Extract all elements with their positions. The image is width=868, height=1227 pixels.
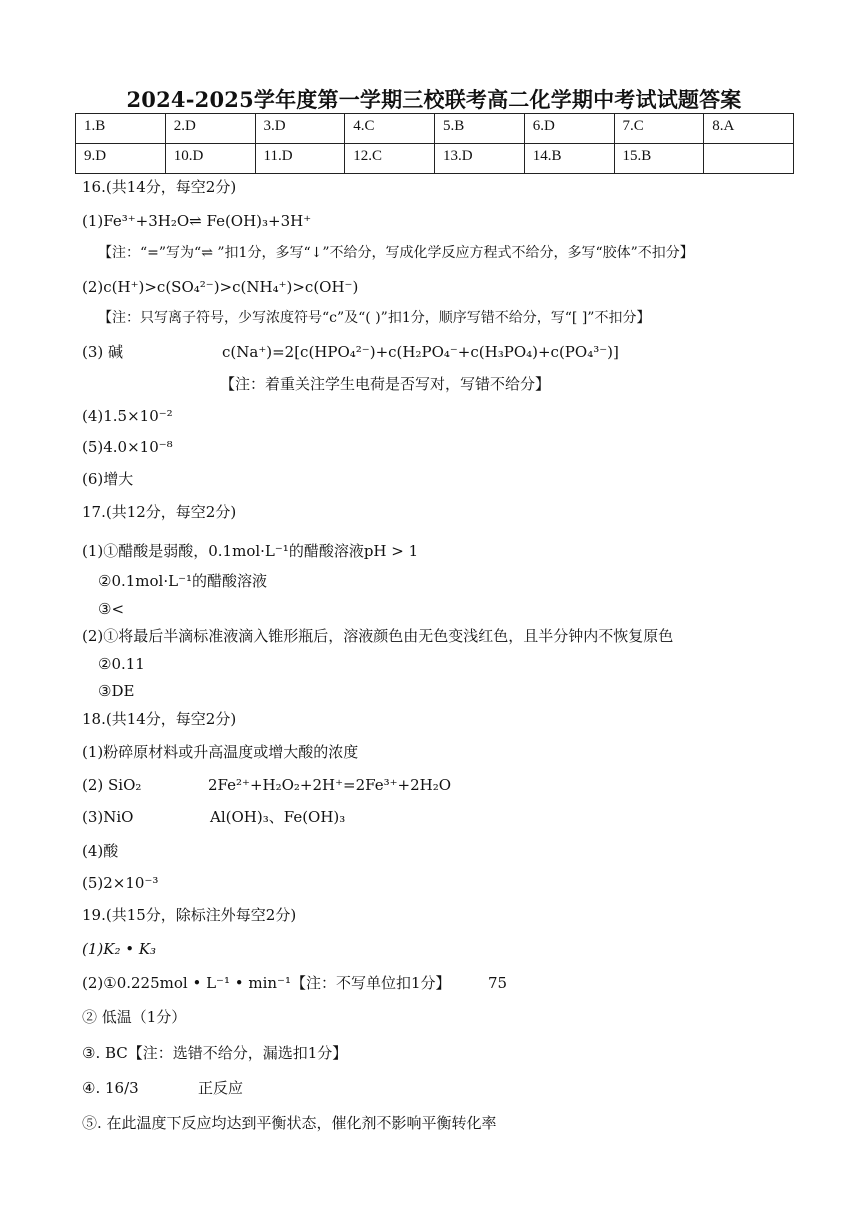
q17-answer-2-3: ③DE bbox=[98, 682, 135, 700]
q19-answer-1: (1)K₂ • K₃ bbox=[82, 940, 157, 958]
answer-cell: 13.D bbox=[435, 144, 525, 174]
q18-answer-2-a: (2) SiO₂ bbox=[82, 776, 142, 794]
q18-header: 18.(共14分，每空2分) bbox=[82, 710, 237, 728]
page-title: 2024-2025学年度第一学期三校联考高二化学期中考试试题答案 bbox=[126, 87, 742, 112]
answer-cell: 5.B bbox=[435, 114, 525, 144]
q16-note-1: 【注：“=”写为“⇌ ”扣1分，多写“↓”不给分，写成化学反应方程式不给分，多写“胶体”不扣分】 bbox=[98, 245, 694, 261]
q16-note-2: 【注：只写离子符号，少写浓度符号“c”及“( )”扣1分，顺序写错不给分，写“[ ]”不扣分】 bbox=[98, 310, 651, 326]
answer-cell: 15.B bbox=[614, 144, 704, 174]
q19-answer-2-1: (2)①0.225mol • L⁻¹ • min⁻¹【注：不写单位扣1分】 bbox=[82, 974, 451, 992]
answer-cell bbox=[704, 144, 794, 174]
q16-answer-6: (6)增大 bbox=[82, 470, 134, 488]
answer-cell: 1.B bbox=[76, 114, 166, 144]
q18-answer-5: (5)2×10⁻³ bbox=[82, 874, 159, 892]
q17-answer-1-1: (1)①醋酸是弱酸，0.1mol·L⁻¹的醋酸溶液pH > 1 bbox=[82, 542, 419, 560]
answer-cell: 6.D bbox=[524, 114, 614, 144]
table-row bbox=[76, 144, 794, 174]
q17-answer-1-3: ③< bbox=[98, 600, 125, 618]
q18-answer-3-a: (3)NiO bbox=[82, 808, 134, 826]
q17-answer-1-2: ②0.1mol·L⁻¹的醋酸溶液 bbox=[98, 572, 268, 590]
answer-cell: 7.C bbox=[614, 114, 704, 144]
q18-answer-3-b: Al(OH)₃、Fe(OH)₃ bbox=[210, 808, 346, 826]
q16-note-3: 【注：着重关注学生电荷是否写对，写错不给分】 bbox=[220, 375, 551, 393]
q17-header: 17.(共12分，每空2分) bbox=[82, 503, 237, 521]
q16-answer-3-label: (3) 碱 bbox=[82, 343, 124, 361]
q19-answer-2-4-direction: 正反应 bbox=[198, 1079, 244, 1097]
q17-answer-2-1: (2)①将最后半滴标准液滴入锥形瓶后，溶液颜色由无色变浅红色，且半分钟内不恢复原色 bbox=[82, 627, 674, 645]
answer-cell: 3.D bbox=[255, 114, 345, 144]
q19-answer-2-5: ⑤. 在此温度下反应均达到平衡状态，催化剂不影响平衡转化率 bbox=[82, 1114, 497, 1132]
q19-answer-2-4: ④. 16/3 bbox=[82, 1079, 139, 1097]
answer-cell: 10.D bbox=[165, 144, 255, 174]
answer-cell: 2.D bbox=[165, 114, 255, 144]
q19-answer-2-2: ② 低温（1分） bbox=[82, 1008, 187, 1026]
answer-cell: 4.C bbox=[345, 114, 435, 144]
q16-answer-4: (4)1.5×10⁻² bbox=[82, 407, 173, 425]
table-row bbox=[76, 114, 794, 144]
answer-cell: 8.A bbox=[704, 114, 794, 144]
answer-table bbox=[75, 113, 794, 174]
q17-answer-2-2: ②0.11 bbox=[98, 655, 145, 673]
answer-cell: 11.D bbox=[255, 144, 345, 174]
q18-answer-4: (4)酸 bbox=[82, 842, 119, 860]
answer-cell: 14.B bbox=[524, 144, 614, 174]
q19-header: 19.(共15分，除标注外每空2分) bbox=[82, 906, 297, 924]
q16-answer-5: (5)4.0×10⁻⁸ bbox=[82, 438, 173, 456]
q19-answer-2-3: ③. BC【注：选错不给分，漏选扣1分】 bbox=[82, 1044, 348, 1062]
q16-answer-1: (1)Fe³⁺+3H₂O⇌ Fe(OH)₃+3H⁺ bbox=[82, 212, 312, 230]
q16-answer-2: (2)c(H⁺)>c(SO₄²⁻)>c(NH₄⁺)>c(OH⁻) bbox=[82, 278, 359, 296]
q18-answer-1: (1)粉碎原材料或升高温度或增大酸的浓度 bbox=[82, 743, 359, 761]
q19-answer-2-1-value: 75 bbox=[488, 974, 508, 992]
q18-answer-2-b: 2Fe²⁺+H₂O₂+2H⁺=2Fe³⁺+2H₂O bbox=[208, 776, 452, 794]
answer-cell: 9.D bbox=[76, 144, 166, 174]
q16-answer-3-expression: c(Na⁺)=2[c(HPO₄²⁻)+c(H₂PO₄⁻+c(H₃PO₄)+c(PO₄³⁻)] bbox=[222, 343, 619, 361]
answer-cell: 12.C bbox=[345, 144, 435, 174]
q16-header: 16.(共14分，每空2分) bbox=[82, 178, 237, 196]
